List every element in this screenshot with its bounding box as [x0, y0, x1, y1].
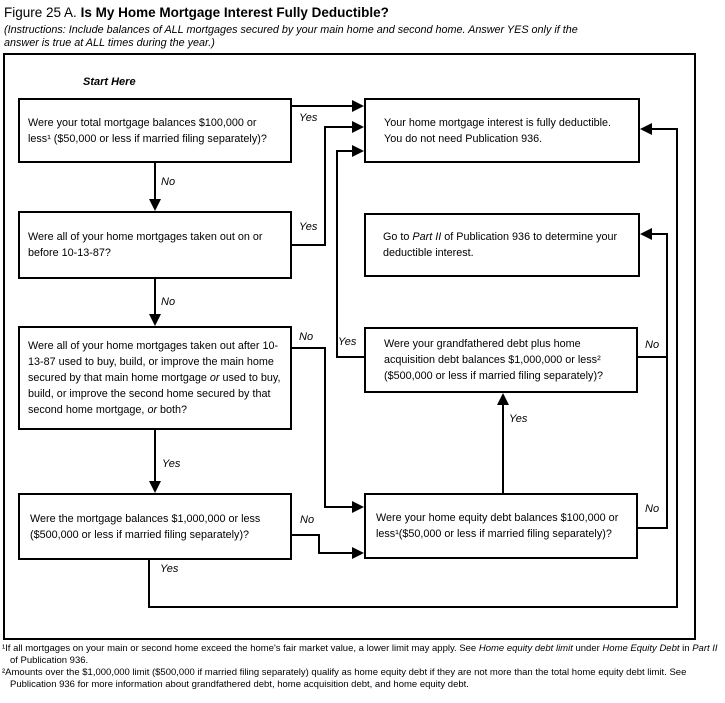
- node-q6-home-equity-debt: [364, 493, 638, 559]
- edge-label-q3-no: No: [299, 331, 314, 343]
- connector-q4-yes-line1: [148, 560, 150, 608]
- edge-label-q2-no: No: [161, 296, 176, 308]
- edge-label-q5-yes: Yes: [338, 336, 357, 348]
- footnote-2: ²Amounts over the $1,000,000 limit ($500,000 if married filing separately) qualify as home equity debt if they are not more than the total home equity debt limit. See Publication 936 for more information about grandfathered debt, home acquisition debt, and home equity debt.: [2, 667, 687, 690]
- q3-seg3: both?: [157, 404, 188, 416]
- connector-q2-no-line: [154, 279, 156, 315]
- connector-q3-no-line3: [324, 506, 353, 508]
- edge-label-q6-yes: Yes: [509, 413, 528, 425]
- arrowhead-q1-yes: [352, 100, 364, 112]
- connector-q2-yes-line1: [292, 244, 326, 246]
- connector-q6-no-line: [638, 527, 668, 529]
- edge-label-q6-no: No: [645, 503, 660, 515]
- edge-label-q3-yes: Yes: [162, 458, 181, 470]
- goto-part2-seg1: Go to: [383, 231, 413, 243]
- connector-q5-yes-line3: [336, 150, 353, 152]
- footnote-1-italic1: Home equity debt limit: [478, 643, 573, 654]
- footnote-1-italic2: Home Equity Debt: [602, 643, 680, 654]
- node-q4-text: Were the mortgage balances $1,000,000 or less ($500,000 or less if married filing separately)?: [30, 512, 261, 541]
- figure-heading: Is My Home Mortgage Interest Fully Deductible?: [80, 5, 389, 20]
- arrowhead-goto-part2: [640, 228, 652, 240]
- footnote-1: [2, 643, 723, 666]
- goto-part2-seg2: of Publication 936 to determine your deductible interest.: [383, 231, 618, 259]
- footnote-1-seg4: of Publication 936.: [10, 654, 89, 666]
- edge-label-q2-yes: Yes: [299, 221, 318, 233]
- node-q1-total-balances: [18, 98, 292, 163]
- connector-q3-no-line1: [292, 347, 326, 349]
- node-q5-text: Were your grandfathered debt plus home acquisition debt balances $1,000,000 or less² ($500,000 or less if married filing separately)?: [384, 338, 604, 382]
- start-here-label: Start Here: [83, 76, 136, 88]
- node-q5-grandfathered-debt: [364, 327, 638, 393]
- arrowhead-q4-yes: [640, 123, 652, 135]
- node-q3-use-of-mortgages: [18, 326, 292, 430]
- connector-q5-yes-line2: [336, 150, 338, 358]
- connector-q6-yes-line: [502, 404, 504, 493]
- node-q6-text: Were your home equity debt balances $100,000 or less¹($50,000 or less if married filing separately)?: [376, 512, 619, 540]
- arrowhead-q3-yes: [149, 481, 161, 493]
- arrowhead-q5-yes: [352, 145, 364, 157]
- edge-label-q1-yes: Yes: [299, 112, 318, 124]
- connector-q5-no-line: [638, 356, 668, 358]
- q3-or-1: or: [209, 372, 220, 384]
- connector-q2-yes-line3: [324, 126, 353, 128]
- connector-q1-no-line: [154, 163, 156, 200]
- edge-label-q4-no: No: [300, 514, 315, 526]
- node-goto-part2: [364, 213, 640, 277]
- edge-label-q1-no: No: [161, 176, 176, 188]
- connector-q3-yes-line: [154, 430, 156, 482]
- connector-q4-yes-line4: [652, 128, 677, 130]
- connector-q4-no-line1: [292, 534, 320, 536]
- node-q1-text: Were your total mortgage balances $100,000 or less¹ ($50,000 or less if married filing separately)?: [28, 116, 267, 145]
- connector-no-collector-line: [666, 233, 668, 529]
- footnote-1-seg1: ¹If all mortgages on your main or second home exceed the home's fair market value, a lower limit may apply. See: [2, 643, 479, 654]
- node-q4-mortgage-balances: [18, 493, 292, 560]
- figure-title: [4, 5, 389, 20]
- node-result-text: Your home mortgage interest is fully deductible. You do not need Publication 936.: [384, 116, 612, 145]
- connector-q1-yes-line: [292, 105, 353, 107]
- connector-q3-no-line2: [324, 347, 326, 508]
- connector-q4-yes-line2: [148, 606, 678, 608]
- footnote-1-italic3: Part II: [692, 643, 718, 654]
- q3-or-2: or: [147, 404, 158, 416]
- connector-q4-yes-line3: [676, 128, 678, 608]
- q3-seg2: used to buy, build, or improve the second home secured by that second home mortgage,: [28, 372, 281, 416]
- figure-number: Figure 25 A.: [4, 5, 77, 20]
- arrowhead-q4-no: [352, 547, 364, 559]
- arrowhead-q6-yes: [497, 393, 509, 405]
- node-q3-text: [28, 338, 282, 418]
- goto-part2-italic: Part II: [412, 231, 442, 243]
- footnotes: [2, 643, 723, 691]
- arrowhead-q1-no: [149, 199, 161, 211]
- arrowhead-q2-yes: [352, 121, 364, 133]
- connector-q5-yes-line1: [336, 356, 364, 358]
- footnote-1-seg2: under: [572, 643, 603, 654]
- footnote-1-seg3: in: [679, 643, 693, 654]
- connector-q4-no-line2: [318, 534, 320, 554]
- arrowhead-q3-no: [352, 501, 364, 513]
- node-result-fully-deductible: [364, 98, 640, 163]
- figure-instructions: (Instructions: Include balances of ALL mortgages secured by your main home and second home. Answer YES only if the answer is true at ALL times during the year.): [4, 24, 578, 49]
- node-q2-text: Were all of your home mortgages taken out on or before 10-13-87?: [28, 231, 263, 259]
- q3-seg1: Were all of your home mortgages taken out after 10-13-87 used to buy, build, or improve the main home secured by that main home mortgage: [28, 340, 279, 384]
- connector-part2-entry-line: [652, 233, 667, 235]
- node-q2-before-101387: [18, 211, 292, 279]
- edge-label-q4-yes: Yes: [160, 563, 179, 575]
- arrowhead-q2-no: [149, 314, 161, 326]
- node-goto-part2-text: [383, 229, 630, 261]
- connector-q4-no-line3: [318, 552, 353, 554]
- edge-label-q5-no: No: [645, 339, 660, 351]
- connector-q2-yes-line2: [324, 126, 326, 246]
